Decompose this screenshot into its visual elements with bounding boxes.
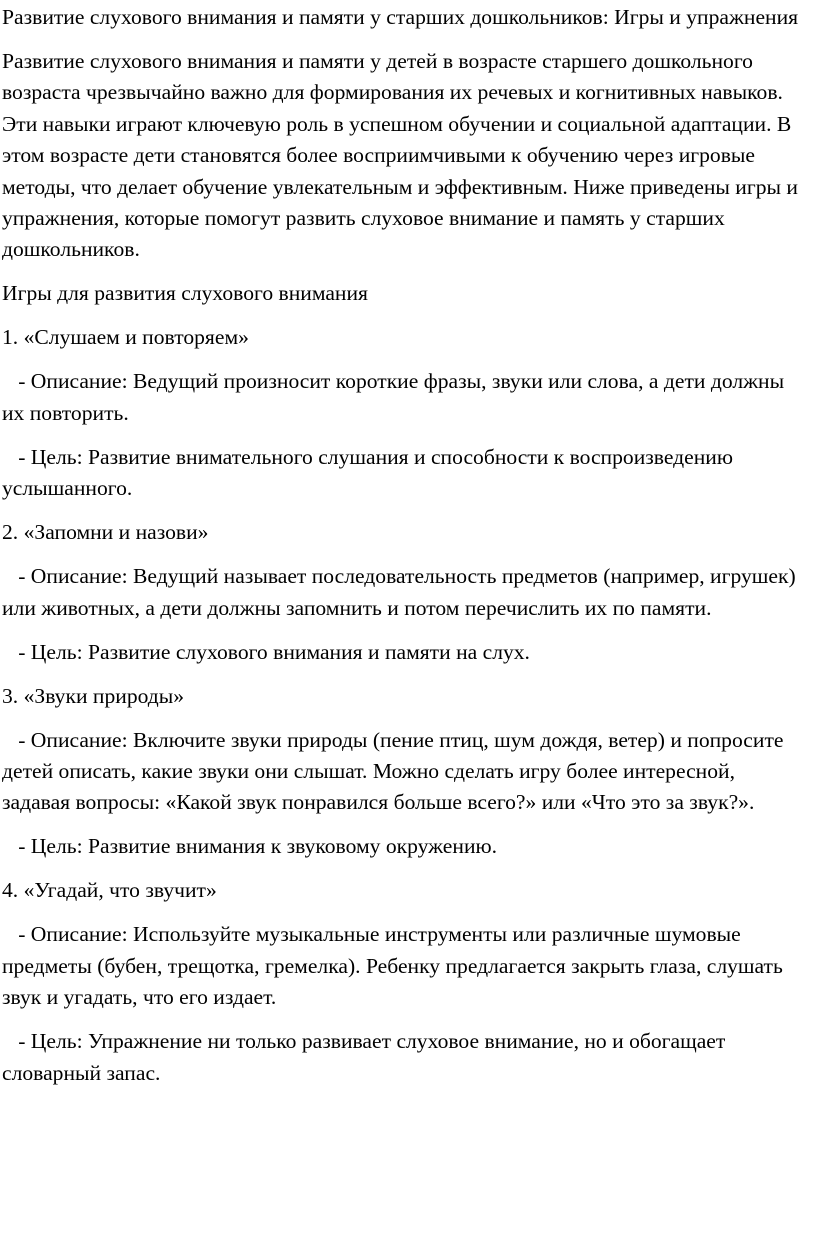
- intro-paragraph: Развитие слухового внимания и памяти у детей в возрасте старшего дошкольного возраста чрезвычайно важно для формирования их речевых и когнитивных навыков. Эти навыки играют ключевую роль в успешном обучении и социальной адаптации. В этом возрасте дети становятся более восприимчивыми к обучению через игровые методы, что делает обучение увлекательным и эффективным. Ниже приведены игры и упражнения, которые помогут развить слуховое внимание и память у старших дошкольников.: [2, 49, 804, 262]
- game-goal: - Цель: Упражнение ни только развивает слуховое внимание, но и обогащает словарный запас.: [2, 1029, 731, 1085]
- game-title: 3. «Звуки природы»: [2, 683, 185, 708]
- game-goal: - Цель: Развитие внимательного слушания и способности к воспроизведению услышанного.: [2, 444, 739, 501]
- game-description: - Описание: Ведущий называет последовательность предметов (например, игрушек) или животных, а дети должны запомнить и потом перечислить их по памяти.: [2, 564, 802, 620]
- game-goal: - Цель: Развитие внимания к звуковому окружению.: [2, 834, 498, 859]
- game-goal: - Цель: Развитие слухового внимания и памяти на слух.: [2, 639, 530, 664]
- game-description: - Описание: Включите звуки природы (пение птиц, шум дождя, ветер) и попросите детей описать, какие звуки они слышат. Можно сделать игру более интересной, задавая вопросы: «Какой звук понравился больше всего?» или «Что это за звук?».: [2, 727, 789, 815]
- game-description: - Описание: Используйте музыкальные инструменты или различные шумовые предметы (бубен, трещотка, гремелка). Ребенку предлагается закрыть глаза, слушать звук и угадать, что его издает.: [2, 922, 789, 1010]
- document-title: Развитие слухового внимания и памяти у старших дошкольников: Игры и упражнения: [2, 5, 799, 29]
- game-title: 2. «Запомни и назови»: [2, 520, 209, 545]
- section-heading: Игры для развития слухового внимания: [2, 281, 368, 306]
- game-title: 1. «Слушаем и повторяем»: [2, 325, 249, 350]
- game-title: 4. «Угадай, что звучит»: [2, 878, 217, 903]
- game-description: - Описание: Ведущий произносит короткие фразы, звуки или слова, а дети должны их повторить.: [2, 369, 790, 425]
